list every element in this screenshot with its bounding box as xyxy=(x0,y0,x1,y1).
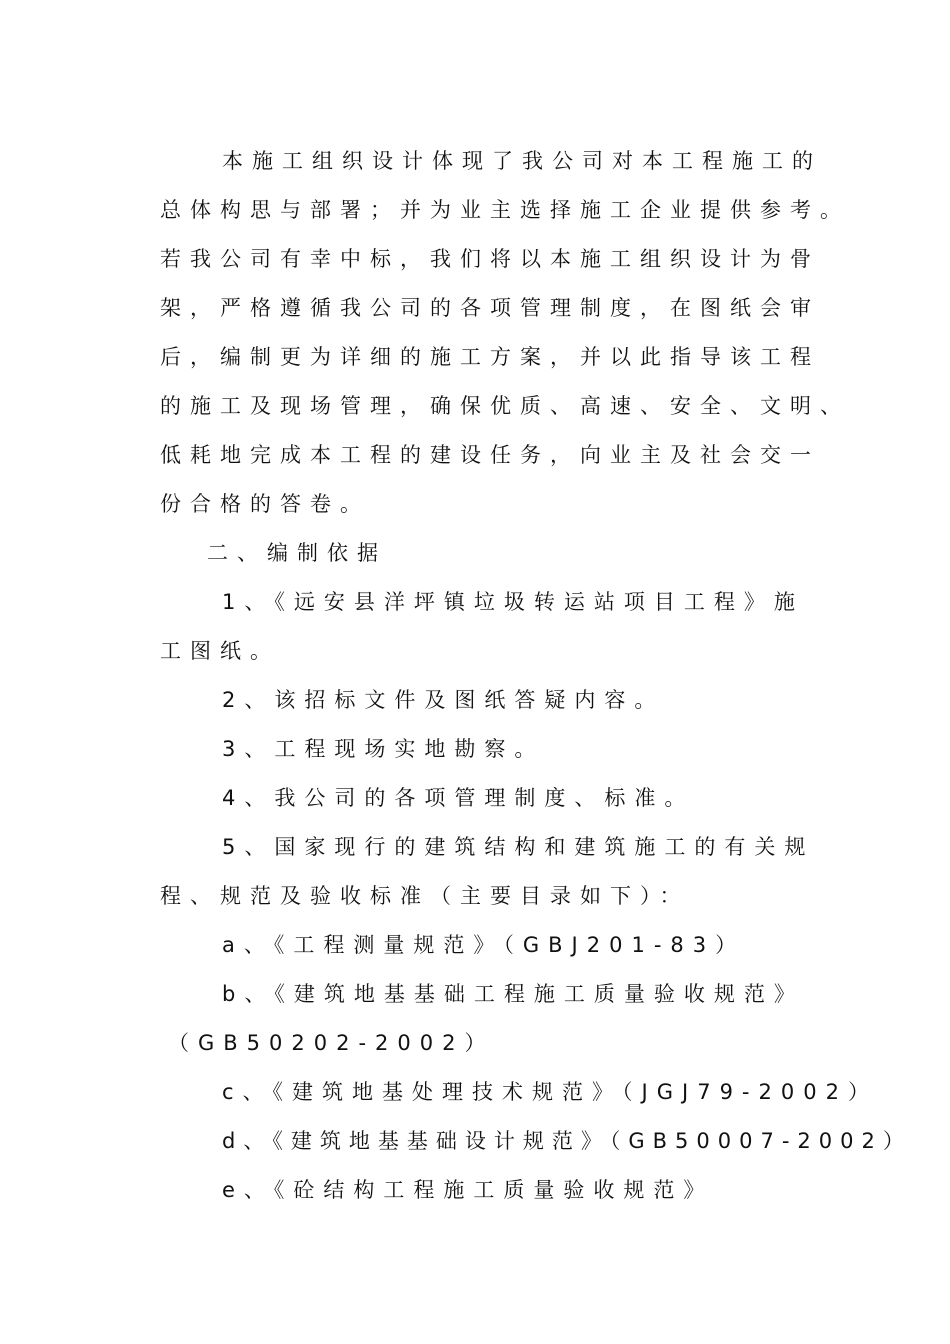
list-item: 5、国家现行的建筑结构和建筑施工的有关规 xyxy=(222,835,815,859)
paragraph-line: 架，严格遵循我公司的各项管理制度，在图纸会审 xyxy=(160,296,820,320)
paragraph-line: 本施工组织设计体现了我公司对本工程施工的 xyxy=(222,149,822,173)
standard-item: a、《工程测量规范》（GBJ201-83） xyxy=(222,933,746,957)
list-item: 4、我公司的各项管理制度、标准。 xyxy=(222,786,695,810)
standard-item: c、《建筑地基处理技术规范》（JGJ79-2002） xyxy=(222,1080,878,1104)
paragraph-line: 总体构思与部署；并为业主选择施工企业提供参考。 xyxy=(160,198,850,222)
standard-item-code: （GB50202-2002） xyxy=(168,1031,495,1055)
standard-item: b、《建筑地基基础工程施工质量验收规范》 xyxy=(222,982,804,1006)
section-heading: 二、编制依据 xyxy=(207,541,387,565)
paragraph-line: 的施工及现场管理，确保优质、高速、安全、文明、 xyxy=(160,394,850,418)
paragraph-line: 后，编制更为详细的施工方案，并以此指导该工程 xyxy=(160,345,820,369)
paragraph-line: 低耗地完成本工程的建设任务，向业主及社会交一 xyxy=(160,443,820,467)
standard-item: e、《砼结构工程施工质量验收规范》 xyxy=(222,1178,714,1202)
standard-item: d、《建筑地基基础设计规范》（GB50007-2002） xyxy=(222,1129,912,1153)
list-item-continuation: 程、规范及验收标准（主要目录如下）： xyxy=(160,884,690,908)
list-item-continuation: 工图纸。 xyxy=(160,639,280,663)
list-item: 3、工程现场实地勘察。 xyxy=(222,737,545,761)
list-item: 1、《远安县洋坪镇垃圾转运站项目工程》施 xyxy=(222,590,804,614)
list-item: 2、该招标文件及图纸答疑内容。 xyxy=(222,688,665,712)
paragraph-line: 若我公司有幸中标，我们将以本施工组织设计为骨 xyxy=(160,247,820,271)
paragraph-line: 份合格的答卷。 xyxy=(160,492,370,516)
